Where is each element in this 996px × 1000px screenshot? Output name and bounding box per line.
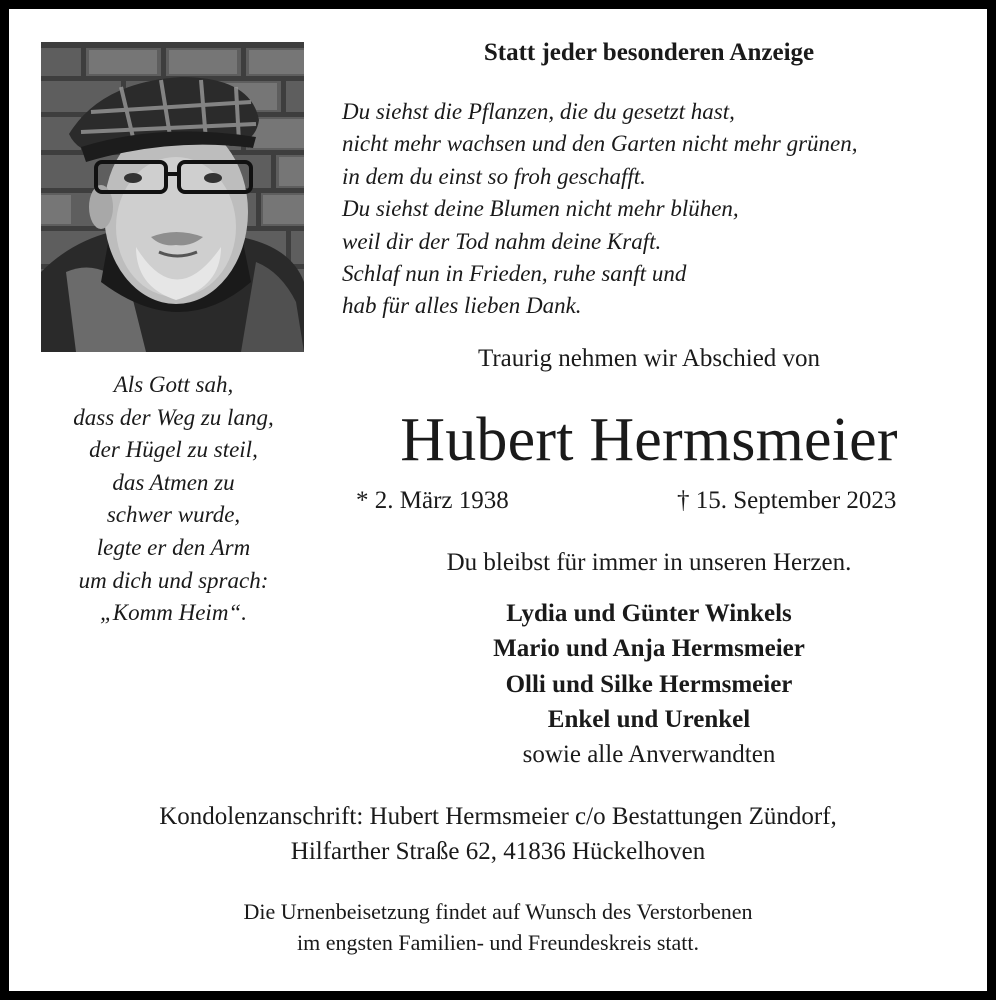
notice-heading: Statt jeder besonderen Anzeige: [483, 39, 815, 66]
portrait-photo: [41, 42, 304, 352]
poem-line: weil dir der Tod nahm deine Kraft.: [342, 228, 662, 254]
address-line: Kondolenzanschrift: Hubert Hermsmeier c/o Bestattungen Zündorf,: [159, 803, 837, 830]
side-poem-line: Als Gott sah,: [113, 372, 234, 397]
burial-line: im engsten Familien- und Freundeskreis statt.: [296, 930, 700, 955]
address-line: Hilfarther Straße 62, 41836 Hückelhoven: [290, 838, 706, 865]
side-poem-line: das Atmen zu: [112, 469, 235, 495]
mourner-name: Mario und Anja Hermsmeier: [493, 635, 805, 663]
poem-line: in dem du einst so froh geschafft.: [342, 163, 646, 189]
burial-line: Die Urnenbeisetzung findet auf Wunsch des Verstorbenen: [243, 899, 753, 924]
mourner-name: Lydia und Günter Winkels: [506, 600, 792, 627]
burial-note: [9, 896, 987, 958]
side-poem-line: um dich und sprach:: [78, 567, 269, 593]
poem-line: nicht mehr wachsen und den Garten nicht mehr grünen,: [342, 131, 858, 157]
birth-date: * 2. März 1938: [356, 487, 509, 514]
farewell-intro: Traurig nehmen wir Abschied von: [477, 345, 821, 372]
condolence-address: [9, 799, 987, 869]
side-poem-line: der Hügel zu steil,: [89, 437, 258, 463]
death-date: † 15. September 2023: [677, 487, 897, 514]
side-poem: [31, 369, 316, 630]
mourner-name: Olli und Silke Hermsmeier: [505, 670, 793, 698]
side-poem-line: legte er den Arm: [96, 534, 251, 560]
poem-line: Schlaf nun in Frieden, ruhe sanft und: [342, 261, 687, 287]
deceased-name: Hubert Hermsmeier: [400, 406, 898, 474]
side-poem-line: „Komm Heim“.: [100, 600, 247, 626]
poem-block: [342, 96, 972, 323]
side-poem-line: dass der Weg zu lang,: [73, 404, 274, 430]
poem-line: Du siehst deine Blumen nicht mehr blühen,: [342, 196, 739, 222]
poem-line: Du siehst die Pflanzen, die du gesetzt hast,: [342, 99, 735, 124]
memory-line: Du bleibst für immer in unseren Herzen.: [446, 549, 852, 576]
mourners-list: [339, 596, 959, 772]
mourners-extra: sowie alle Anverwandten: [522, 741, 776, 769]
mourner-name: Enkel und Urenkel: [547, 705, 751, 733]
poem-line: hab für alles lieben Dank.: [342, 293, 582, 319]
side-poem-line: schwer wurde,: [106, 502, 241, 528]
obituary-card: [9, 9, 987, 991]
